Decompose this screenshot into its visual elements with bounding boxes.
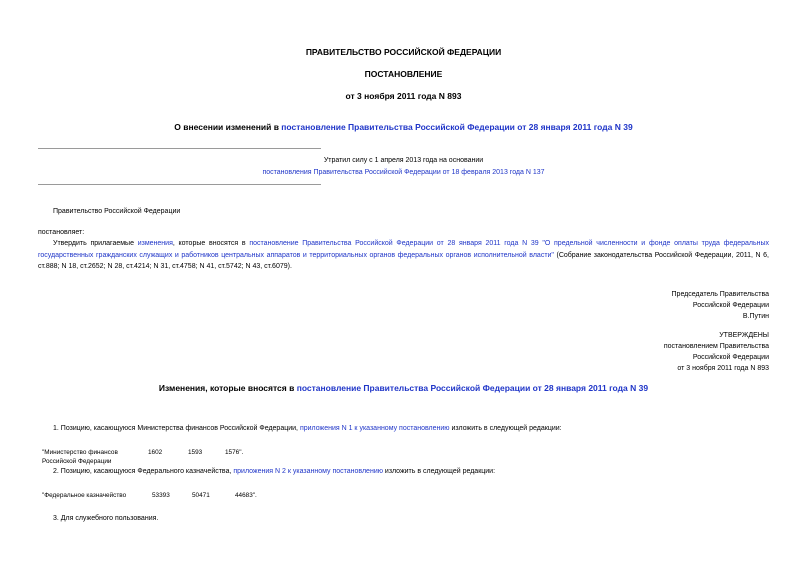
changes-link[interactable]: изменения — [137, 240, 173, 247]
changes-title-prefix: Изменения, которые вносятся в — [158, 383, 297, 393]
row1-name-line2: Российской Федерации — [42, 458, 112, 465]
document-title — [0, 122, 807, 132]
repeal-notice-line1: Утратил силу с 1 апреля 2013 года на основании — [323, 157, 484, 164]
change-item-2-prefix: 2. Позицию, касающуюся Федерального казначейства, — [53, 468, 234, 475]
row2-value-1: 53393 — [152, 492, 170, 499]
government-label: Правительство Российской Федерации — [53, 208, 181, 215]
amended-decree-link[interactable]: постановление Правительства Российской Федерации от 28 января 2011 года N 39 — [281, 122, 633, 132]
approved-by: постановлением Правительства — [663, 343, 769, 350]
repealing-decree-link[interactable]: постановления Правительства Российской Федерации от 18 февраля 2013 года N 137 — [262, 169, 545, 176]
approve-prefix: Утвердить прилагаемые — [53, 240, 138, 247]
approve-mid: , которые вносятся в — [172, 240, 250, 247]
signature-position: Председатель Правительства — [671, 291, 769, 298]
row2-value-3: 44683". — [235, 492, 257, 499]
approved-label: УТВЕРЖДЕНЫ — [719, 332, 769, 339]
row1-value-2: 1593 — [188, 449, 203, 456]
approve-suffix: (Собрание законодательства Российской Федерации, 2011, N 6, ст.888; N 18, ст.2652; N 28, ст.4214; N 31, ст.4758; N 41, ст.5742; N 43, ст.6079). — [38, 251, 769, 270]
change-item-1-prefix: 1. Позицию, касающуюся Министерства финансов Российской Федерации, — [53, 425, 300, 432]
organization-heading: ПРАВИТЕЛЬСТВО РОССИЙСКОЙ ФЕДЕРАЦИИ — [305, 47, 502, 57]
change-item-1-suffix: изложить в следующей редакции: — [449, 425, 562, 432]
signature-name: В.Путин — [742, 313, 769, 320]
changes-title — [0, 383, 807, 393]
changes-decree-link[interactable]: постановление Правительства Российской Федерации от 28 января 2011 года N 39 — [296, 383, 649, 393]
divider-bottom — [38, 184, 321, 185]
row1-value-3: 1576". — [225, 449, 244, 456]
change-item-3: 3. Для служебного пользования. — [53, 515, 159, 522]
divider-top — [38, 148, 321, 149]
approve-paragraph — [38, 238, 769, 273]
signature-country: Российской Федерации — [692, 302, 769, 309]
appendix-2-link[interactable]: приложения N 2 к указанному постановлению — [233, 468, 383, 475]
change-item-1 — [53, 425, 562, 432]
document-title-prefix: О внесении изменений в — [174, 122, 282, 132]
approved-date: от 3 ноября 2011 года N 893 — [677, 365, 769, 372]
appendix-1-link[interactable]: приложения N 1 к указанному постановлению — [299, 425, 450, 432]
document-date-number: от 3 ноября 2011 года N 893 — [345, 91, 462, 101]
decree-39-link[interactable]: постановление Правительства Российской Федерации от 28 января 2011 года N 39 "О предельной численности и фонде оплаты труда федеральных государственных гражданских служащих и работников центральных аппаратов и территориальных органов федеральных органов исполнительной власти" — [38, 240, 770, 259]
row2-value-2: 50471 — [192, 492, 210, 499]
document-type-heading: ПОСТАНОВЛЕНИЕ — [364, 69, 443, 79]
row1-name-line1: "Министерство финансов — [42, 449, 118, 456]
row1-value-1: 1602 — [148, 449, 163, 456]
change-item-2 — [53, 468, 495, 475]
repeal-notice-line2 — [0, 169, 807, 176]
row2-name: "Федеральное казначейство — [42, 492, 127, 499]
decrees-label: постановляет: — [38, 229, 85, 236]
change-item-2-suffix: изложить в следующей редакции: — [382, 468, 496, 475]
approved-country: Российской Федерации — [692, 354, 769, 361]
